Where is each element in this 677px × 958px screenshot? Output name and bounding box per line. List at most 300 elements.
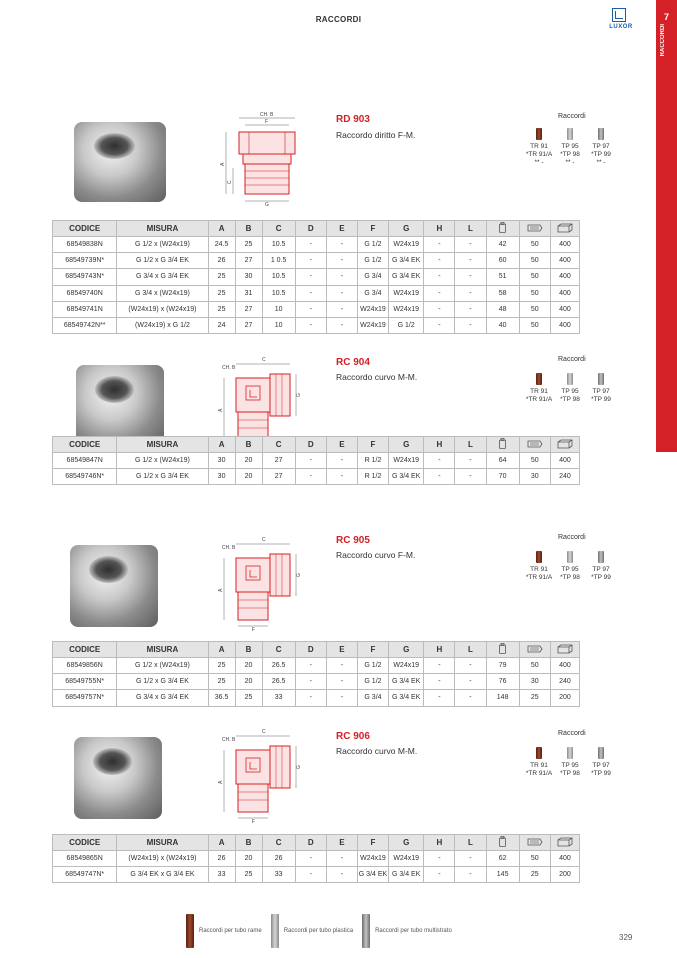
table-cell: - [326, 453, 357, 469]
table-cell: R 1/2 [357, 453, 388, 469]
table-cell: 40 [486, 317, 519, 333]
table-cell: 10 [262, 317, 295, 333]
product-description: Raccordo curvo M-M. [336, 746, 418, 756]
dimension-label: CH. B [222, 737, 236, 743]
table-cell: 50 [519, 253, 550, 269]
weight-icon [498, 836, 507, 849]
dimension-label: CH. B [260, 112, 274, 118]
table-cell: 68549743N* [53, 269, 117, 285]
legend-item-rame: Raccordi per tubo rame [186, 914, 262, 948]
column-header: A [208, 642, 235, 658]
table-cell: 240 [550, 469, 579, 485]
table-cell: 70 [486, 469, 519, 485]
table-cell: - [295, 867, 326, 883]
table-cell: R 1/2 [357, 469, 388, 485]
table-cell: 25 [519, 867, 550, 883]
dimension-label: C [262, 729, 266, 735]
dimension-label: F [265, 119, 269, 125]
table-cell: 10.5 [262, 269, 295, 285]
table-cell: 10.5 [262, 237, 295, 253]
product-description: Raccordo curvo F-M. [336, 550, 416, 560]
table-cell: - [295, 237, 326, 253]
column-header: E [326, 642, 357, 658]
product-code: RC 906 [336, 731, 370, 742]
dimension-label: F [252, 627, 256, 632]
table-cell: - [455, 867, 486, 883]
column-header: A [208, 221, 235, 237]
compatible-item: TR 91 *TR 91/A ** - [524, 128, 554, 167]
table-cell: - [424, 301, 455, 317]
table-cell: 400 [550, 453, 579, 469]
table-cell: W24x19 [389, 301, 424, 317]
table-cell: G 3/4 [357, 285, 388, 301]
table-cell: 64 [486, 453, 519, 469]
table-cell: G 1/2 [357, 674, 388, 690]
page-number: 329 [619, 933, 633, 942]
table-cell: 25 [208, 285, 235, 301]
technical-drawing [214, 108, 314, 208]
column-header: F [357, 437, 388, 453]
table-cell: 10 [262, 301, 295, 317]
table-cell: - [455, 690, 486, 706]
plastica-tube-icon [567, 128, 573, 140]
table-cell: W24x19 [389, 453, 424, 469]
column-header [550, 221, 579, 237]
copper-tube-icon [186, 914, 194, 948]
column-header: H [424, 835, 455, 851]
table-cell: - [295, 317, 326, 333]
dimension-label: C [262, 357, 266, 363]
multilayer-tube-icon [362, 914, 370, 948]
compatible-item: TP 95 *TP 98 [555, 373, 585, 404]
table-cell: - [326, 674, 357, 690]
table-cell: - [295, 469, 326, 485]
table-cell: G 3/4 [357, 690, 388, 706]
table-cell: - [295, 285, 326, 301]
table-cell: W24x19 [357, 301, 388, 317]
table-cell: 26 [208, 851, 235, 867]
table-cell: 25 [208, 674, 235, 690]
table-cell: G 3/4 [357, 269, 388, 285]
table-cell: G 1/2 x G 3/4 EK [117, 674, 208, 690]
column-header: H [424, 221, 455, 237]
column-header: L [455, 221, 486, 237]
column-header: L [455, 437, 486, 453]
table-cell: - [455, 674, 486, 690]
product-code: RC 905 [336, 535, 370, 546]
table-cell: W24x19 [357, 317, 388, 333]
column-header: G [389, 835, 424, 851]
table-cell: 20 [235, 674, 262, 690]
table-cell: G 1/2 x (W24x19) [117, 658, 208, 674]
table-cell: W24x19 [389, 851, 424, 867]
table-cell: 20 [235, 453, 262, 469]
plastica-tube-icon [567, 373, 573, 385]
table-cell: - [424, 690, 455, 706]
table-cell: 400 [550, 285, 579, 301]
column-header: D [295, 221, 326, 237]
table-cell: 25 [208, 658, 235, 674]
table-cell: - [424, 237, 455, 253]
table-cell: 400 [550, 317, 579, 333]
column-header: D [295, 835, 326, 851]
dimension-label: CH. B [222, 545, 236, 551]
table-cell: 27 [262, 453, 295, 469]
table-row [53, 301, 580, 317]
table-row [53, 674, 580, 690]
table-cell: 33 [208, 867, 235, 883]
spec-table [52, 641, 580, 707]
dimension-label: G [296, 765, 302, 769]
table-cell: 76 [486, 674, 519, 690]
product-description: Raccordo curvo M-M. [336, 372, 418, 382]
product-photo [74, 737, 162, 819]
chapter-label: RACCORDI [660, 24, 666, 57]
table-cell: 50 [519, 851, 550, 867]
table-cell: 200 [550, 867, 579, 883]
table-cell: G 3/4 x (W24x19) [117, 285, 208, 301]
table-cell: 26.5 [262, 658, 295, 674]
table-cell: 20 [235, 851, 262, 867]
table-cell: 148 [486, 690, 519, 706]
table-cell: 60 [486, 253, 519, 269]
chapter-number: 7 [663, 12, 669, 22]
table-cell: 68549740N [53, 285, 117, 301]
table-header-row [53, 642, 580, 658]
column-header: A [208, 437, 235, 453]
weight-icon [498, 643, 507, 656]
column-header: CODICE [53, 221, 117, 237]
column-header: H [424, 437, 455, 453]
table-cell: G 3/4 x G 3/4 EK [117, 690, 208, 706]
table-cell: 20 [235, 658, 262, 674]
column-header: L [455, 642, 486, 658]
dimension-label: G [265, 202, 269, 208]
spec-table [52, 834, 580, 883]
table-cell: - [295, 453, 326, 469]
table-cell: 25 [235, 690, 262, 706]
table-cell: - [455, 658, 486, 674]
product-description: Raccordo diritto F-M. [336, 130, 416, 140]
table-cell: - [424, 851, 455, 867]
table-cell: - [455, 285, 486, 301]
column-header: MISURA [117, 221, 208, 237]
dimension-label: G [296, 393, 302, 397]
table-cell: - [295, 674, 326, 690]
table-cell: 200 [550, 690, 579, 706]
table-cell: - [455, 469, 486, 485]
compatible-label: Raccordi [558, 356, 586, 363]
dimension-label: A [220, 162, 226, 166]
column-header [519, 835, 550, 851]
table-cell: 31 [235, 285, 262, 301]
table-cell: 68549755N* [53, 674, 117, 690]
table-cell: G 3/4 EK [357, 867, 388, 883]
table-cell: 51 [486, 269, 519, 285]
table-cell: G 1/2 x G 3/4 EK [117, 469, 208, 485]
legend-item-plastica: Raccordi per tubo plastica [271, 914, 353, 948]
column-header: D [295, 437, 326, 453]
table-cell: 33 [262, 690, 295, 706]
table-cell: G 1/2 x G 3/4 EK [117, 253, 208, 269]
multi-tube-icon [598, 551, 604, 563]
table-row [53, 253, 580, 269]
table-cell: - [455, 453, 486, 469]
table-cell: - [326, 253, 357, 269]
table-cell: 25 [208, 301, 235, 317]
table-cell: 27 [235, 301, 262, 317]
table-cell: 25 [519, 690, 550, 706]
table-row [53, 469, 580, 485]
table-cell: 400 [550, 269, 579, 285]
column-header: B [235, 221, 262, 237]
plastica-tube-icon [567, 747, 573, 759]
dimension-label: F [252, 819, 256, 824]
dimension-label: A [218, 588, 224, 592]
table-cell: - [424, 453, 455, 469]
table-row [53, 269, 580, 285]
table-row [53, 851, 580, 867]
table-cell: 68549856N [53, 658, 117, 674]
column-header [550, 642, 579, 658]
compatible-label: Raccordi [558, 113, 586, 120]
table-cell: 68549742N** [53, 317, 117, 333]
table-cell: - [295, 851, 326, 867]
table-cell: 50 [519, 269, 550, 285]
compatible-item: TP 95 *TP 98 [555, 551, 585, 582]
column-header [550, 835, 579, 851]
table-cell: - [326, 469, 357, 485]
column-header: C [262, 835, 295, 851]
column-header: E [326, 221, 357, 237]
table-cell: - [424, 658, 455, 674]
bag-icon [527, 439, 543, 451]
table-cell: G 1/2 x (W24x19) [117, 453, 208, 469]
table-cell: 24 [208, 317, 235, 333]
table-cell: - [455, 317, 486, 333]
luxor-logo [604, 8, 638, 36]
compatible-list [524, 373, 616, 404]
table-cell: G 3/4 EK x G 3/4 EK [117, 867, 208, 883]
dimension-label: A [218, 780, 224, 784]
table-cell: 30 [235, 269, 262, 285]
table-row [53, 867, 580, 883]
compatible-label: Raccordi [558, 534, 586, 541]
table-row [53, 690, 580, 706]
logo-wordmark: LUXOR [609, 24, 633, 30]
spec-table [52, 436, 580, 485]
column-header: E [326, 437, 357, 453]
column-header: G [389, 437, 424, 453]
column-header [486, 221, 519, 237]
table-cell: W24x19 [389, 658, 424, 674]
table-cell: G 1/2 x (W24x19) [117, 237, 208, 253]
compatible-item: TP 97 *TP 99 ** - [586, 128, 616, 167]
table-cell: - [424, 253, 455, 269]
dimension-label: C [262, 537, 266, 543]
table-cell: (W24x19) x (W24x19) [117, 301, 208, 317]
table-cell: - [326, 269, 357, 285]
column-header: F [357, 642, 388, 658]
table-row [53, 317, 580, 333]
table-header-row [53, 835, 580, 851]
table-row [53, 453, 580, 469]
table-cell: G 3/4 EK [389, 690, 424, 706]
column-header: B [235, 642, 262, 658]
compatible-item: TR 91 *TR 91/A [524, 551, 554, 582]
table-cell: G 1/2 [389, 317, 424, 333]
table-cell: G 1/2 [357, 253, 388, 269]
table-cell: - [295, 269, 326, 285]
table-cell: (W24x19) x G 1/2 [117, 317, 208, 333]
spec-table [52, 220, 580, 334]
product-code: RC 904 [336, 357, 370, 368]
table-cell: - [424, 285, 455, 301]
rame-tube-icon [536, 551, 542, 563]
chapter-tab [656, 0, 677, 452]
rame-tube-icon [536, 128, 542, 140]
table-cell: - [295, 658, 326, 674]
table-cell: - [326, 658, 357, 674]
table-cell: 1 0.5 [262, 253, 295, 269]
table-cell: 68549747N* [53, 867, 117, 883]
table-cell: - [424, 317, 455, 333]
table-cell: 68549739N* [53, 253, 117, 269]
compatible-item: TR 91 *TR 91/A [524, 747, 554, 778]
column-header [486, 437, 519, 453]
compatible-list [524, 551, 616, 582]
compatible-list [524, 747, 616, 778]
bag-icon [527, 837, 543, 849]
column-header: E [326, 835, 357, 851]
column-header: H [424, 642, 455, 658]
table-cell: G 3/4 EK [389, 674, 424, 690]
dimension-label: G [296, 573, 302, 577]
technical-drawing [214, 532, 314, 632]
table-cell: 68549838N [53, 237, 117, 253]
column-header: C [262, 437, 295, 453]
table-cell: G 3/4 x G 3/4 EK [117, 269, 208, 285]
table-cell: W24x19 [389, 237, 424, 253]
table-cell: 50 [519, 285, 550, 301]
table-cell: 48 [486, 301, 519, 317]
table-cell: - [424, 867, 455, 883]
table-cell: G 3/4 EK [389, 269, 424, 285]
table-cell: W24x19 [357, 851, 388, 867]
table-cell: - [424, 469, 455, 485]
table-cell: G 1/2 [357, 237, 388, 253]
table-cell: 68549847N [53, 453, 117, 469]
column-header: MISURA [117, 835, 208, 851]
table-cell: 30 [208, 453, 235, 469]
dimension-label: CH. B [222, 365, 236, 371]
column-header: D [295, 642, 326, 658]
table-cell: - [326, 237, 357, 253]
table-cell: - [326, 851, 357, 867]
table-cell: (W24x19) x (W24x19) [117, 851, 208, 867]
table-cell: - [455, 301, 486, 317]
table-cell: 26.5 [262, 674, 295, 690]
table-cell: 50 [519, 317, 550, 333]
column-header [519, 437, 550, 453]
table-cell: - [424, 674, 455, 690]
dimension-label: C [227, 180, 233, 184]
column-header: C [262, 221, 295, 237]
rame-tube-icon [536, 747, 542, 759]
table-header-row [53, 221, 580, 237]
table-row [53, 658, 580, 674]
table-cell: 26 [208, 253, 235, 269]
column-header: L [455, 835, 486, 851]
box-icon [557, 223, 573, 235]
table-cell: 68549746N* [53, 469, 117, 485]
column-header [486, 642, 519, 658]
table-cell: 27 [235, 317, 262, 333]
table-cell: 27 [235, 253, 262, 269]
plastica-tube-icon [567, 551, 573, 563]
table-cell: - [455, 237, 486, 253]
logo-mark-icon [612, 8, 626, 22]
table-cell: 58 [486, 285, 519, 301]
column-header: G [389, 642, 424, 658]
table-cell: 30 [519, 469, 550, 485]
table-cell: 50 [519, 301, 550, 317]
table-cell: 68549741N [53, 301, 117, 317]
table-cell: 36.5 [208, 690, 235, 706]
column-header [486, 835, 519, 851]
column-header [550, 437, 579, 453]
compatible-label: Raccordi [558, 730, 586, 737]
column-header [519, 642, 550, 658]
table-header-row [53, 437, 580, 453]
rame-tube-icon [536, 373, 542, 385]
table-cell: 20 [235, 469, 262, 485]
table-cell: - [455, 851, 486, 867]
compatible-item: TR 91 *TR 91/A [524, 373, 554, 404]
dimension-label: A [218, 408, 224, 412]
compatible-item: TP 97 *TP 99 [586, 747, 616, 778]
table-cell: 33 [262, 867, 295, 883]
table-cell: W24x19 [389, 285, 424, 301]
table-cell: 62 [486, 851, 519, 867]
column-header: A [208, 835, 235, 851]
compatible-item: TP 95 *TP 98 ** - [555, 128, 585, 167]
product-photo [76, 365, 164, 447]
bag-icon [527, 223, 543, 235]
column-header: CODICE [53, 437, 117, 453]
table-cell: 400 [550, 658, 579, 674]
compatible-item: TP 95 *TP 98 [555, 747, 585, 778]
compatible-item: TP 97 *TP 99 [586, 551, 616, 582]
technical-drawing [214, 724, 314, 824]
table-cell: - [326, 301, 357, 317]
table-cell: G 3/4 EK [389, 469, 424, 485]
table-cell: 42 [486, 237, 519, 253]
table-cell: 400 [550, 851, 579, 867]
table-cell: 30 [519, 674, 550, 690]
table-cell: G 3/4 EK [389, 253, 424, 269]
table-cell: 400 [550, 301, 579, 317]
table-cell: 145 [486, 867, 519, 883]
plastic-tube-icon [271, 914, 279, 948]
legend-item-multistrato: Raccordi per tubo multistrato [362, 914, 452, 948]
bag-icon [527, 644, 543, 656]
weight-icon [498, 222, 507, 235]
product-photo [74, 122, 166, 202]
column-header: MISURA [117, 437, 208, 453]
column-header: CODICE [53, 835, 117, 851]
table-cell: G 1/2 [357, 658, 388, 674]
